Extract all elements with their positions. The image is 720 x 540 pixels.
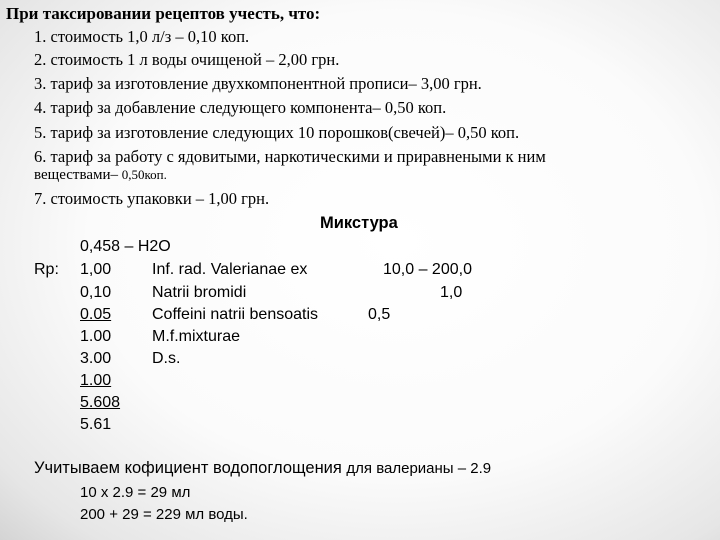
price-line: 0,458 – H2O: [80, 238, 171, 255]
slide-title: При таксировании рецептов учесть, что:: [6, 4, 321, 23]
rule-7: 7. стоимость упаковки – 1,00 грн.: [34, 189, 270, 208]
rule-4: 4. тариф за добавление следующего компонента– 0,50 коп.: [34, 98, 447, 117]
price-line: 1.00: [80, 372, 112, 389]
calculation-line: 10 х 2.9 = 29 мл: [80, 484, 191, 501]
rule-6: 6. тариф за работу с ядовитыми, наркотическими и приравнеными к ним: [34, 147, 546, 166]
calculation-line: 200 + 29 = 229 мл воды.: [80, 506, 248, 523]
ingredient: Coffeini natrii bensoatis: [152, 306, 319, 323]
ingredient: M.f.mixturae: [152, 328, 241, 345]
price-line: 1,00: [80, 261, 112, 278]
amount: 10,0 – 200,0: [383, 261, 472, 278]
coefficient-note-text: Учитываем кофициент водопоглощения: [34, 459, 347, 477]
price-line: 5.61: [80, 416, 112, 433]
price-line: 5.608: [80, 394, 121, 411]
section-heading: Микстура: [320, 214, 398, 232]
rule-1: 1. стоимость 1,0 л/з – 0,10 коп.: [34, 27, 250, 46]
rule-6-cont-value: 0,50коп.: [121, 167, 167, 182]
amount: 0,5: [368, 306, 391, 323]
amount: 1,0: [440, 284, 463, 301]
rule-2: 2. стоимость 1 л воды очищеной – 2,00 грн.: [34, 50, 340, 69]
price-line: 0,10: [80, 284, 112, 301]
rule-3: 3. тариф за изготовление двухкомпонентной прописи– 3,00 грн.: [34, 74, 482, 93]
price-line: 1.00: [80, 328, 112, 345]
rule-5: 5. тариф за изготовление следующих 10 порошков(свечей)– 0,50 коп.: [34, 123, 520, 142]
price-line: 0.05: [80, 306, 112, 323]
rule-6-cont-text: веществами–: [34, 167, 122, 183]
rp-label: Rp:: [34, 261, 59, 278]
ingredient: Inf. rad. Valerianae ex: [152, 261, 308, 278]
rule-6-continuation: [34, 167, 167, 184]
ingredient: Natrii bromidi: [152, 284, 247, 301]
ingredient: D.s.: [152, 350, 181, 367]
price-line: 3.00: [80, 350, 112, 367]
coefficient-note: [34, 459, 491, 478]
coefficient-note-value: для валерианы – 2.9: [346, 460, 492, 477]
